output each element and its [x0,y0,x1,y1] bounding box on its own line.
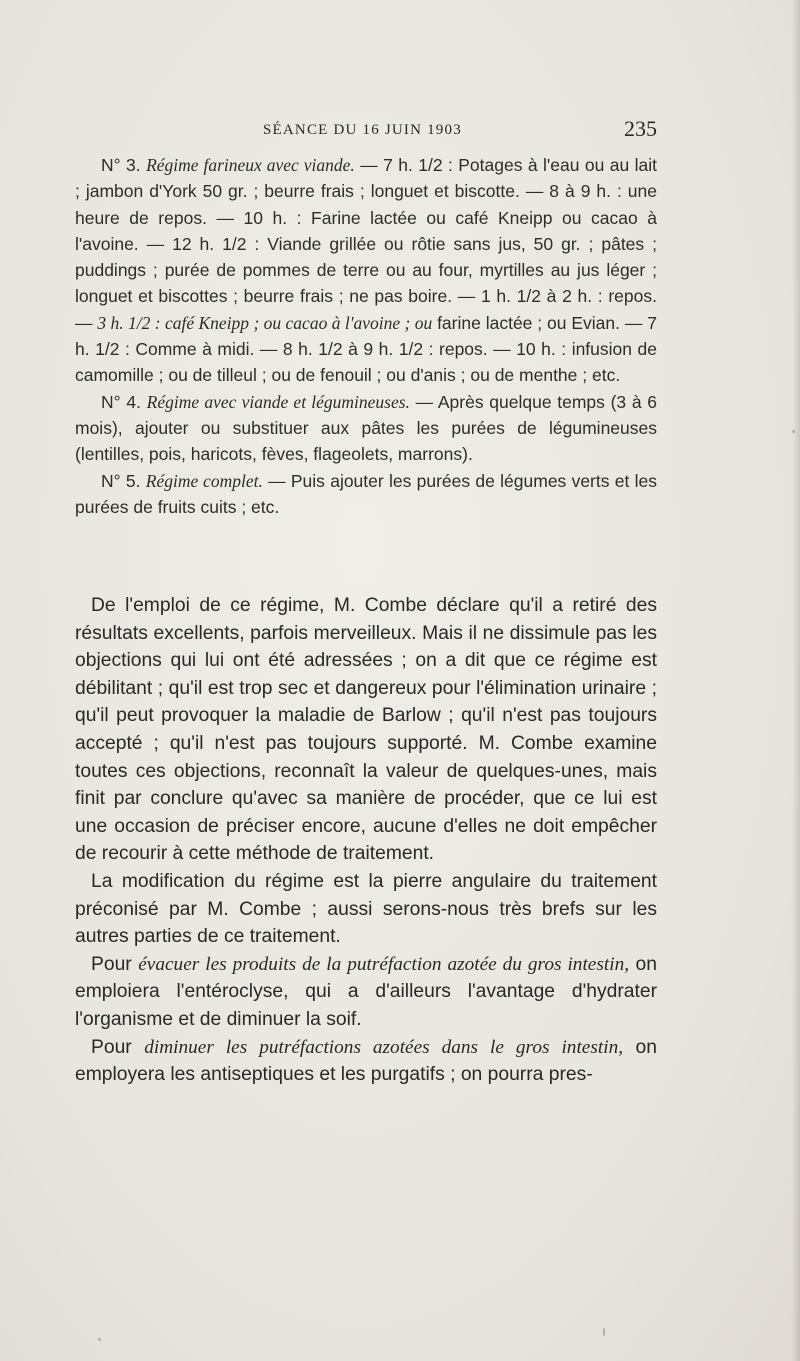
regimen-4-text: — Après quelque temps (3 à 6 mois), ajouter ou substituer aux pâtes les purées de légumineuses (lentilles, pois, haricots, fèves, flageolets, marrons). [75,391,658,465]
body-paragraph-4 [75,1034,657,1089]
regimen-list [75,152,657,520]
page-edge-shadow [792,0,800,1361]
body-p3-italic: évacuer les produits de la putréfaction azotée du gros intestin, [138,953,630,975]
regimen-3-number: N° 3. [101,155,141,175]
body-paragraph-2: La modification du régime est la pierre angulaire du traitement préconisé par M. Combe ; aussi serons-nous très brefs sur les autres parties de ce traitement. [75,870,657,948]
regimen-3-text: — 7 h. 1/2 : Potages à l'eau ou au lait ; jambon d'York 50 gr. ; beurre frais ; longuet et biscotte. — 8 à 9 h. : une heure de repos. — 10 h. : Farine lactée ou café Kneipp ou cacao à l'avoine. — 12 h. 1/2 : Viande grillée ou rôtie sans jus, 50 gr. ; pâtes ; puddings ; purée de pommes de terre ou au four, myrtilles au jus léger ; longuet et biscottes ; beurre frais ; ne pas boire. — 1 h. 1/2 à 2 h. : repos. — [75,155,657,333]
body-p4-rest: on employera les antiseptiques et les purgatifs ; on pourra pres- [75,1036,657,1086]
regimen-3-paragraph [75,152,657,389]
page-number: 235 [624,116,657,141]
regimen-4-paragraph [75,389,657,468]
body-p4-lead: Pour [91,1036,145,1058]
regimen-5-title: Régime complet. [145,470,263,491]
body-paragraph-3 [75,951,657,1034]
paper-speck [603,1328,605,1336]
body-text [75,592,657,1089]
running-head: SÉANCE DU 16 JUIN 1903 [263,122,462,138]
paper-speck [792,430,795,433]
regimen-5-paragraph [75,468,657,521]
page-header [75,118,657,148]
regimen-3-text-end: farine lactée ; ou Evian. — 7 h. 1/2 : Comme à midi. — 8 h. 1/2 à 9 h. 1/2 : repos. — 10 h. : infusion de camomille ; ou de tilleul ; ou de fenouil ; ou d'anis ; ou de menthe ; etc. [75,312,657,386]
body-p4-italic: diminuer les putréfactions azotées dans le gros intestin, [144,1036,624,1058]
body-paragraph-1: De l'emploi de ce régime, M. Combe déclare qu'il a retiré des résultats excellents, parfois merveilleux. Mais il ne dissimule pas les objections qui lui ont été adressées ; on a dit que ce régime est débilitant ; qu'il est trop sec et dangereux pour l'élimination urinaire ; qu'il peut provoquer la maladie de Barlow ; qu'il n'est pas toujours accepté ; qu'il n'est pas toujours supporté. M. Combe examine toutes ces objections, reconnaît la valeur de quelques-unes, mais finit par conclure qu'avec sa manière de procéder, que ce lui est une occasion de préciser encore, aucune d'elles ne doit empêcher de recourir à cette méthode de traitement. [75,595,657,865]
regimen-5-text: — Puis ajouter les purées de légumes verts et les purées de fruits cuits ; etc. [75,470,658,517]
regimen-4-title: Régime avec viande et légumineuses. [146,391,410,412]
regimen-3-title: Régime farineux avec viande. [146,155,355,175]
body-p3-rest: on emploiera l'entéroclyse, qui a d'ailleurs l'avantage d'hydrater l'organisme et de diminuer la soif. [75,953,657,1030]
body-p3-lead: Pour [91,953,139,975]
regimen-3-afternoon: 3 h. 1/2 : café Kneipp ; ou cacao à l'avoine ; ou [97,312,433,333]
regimen-5-number: N° 5. [101,470,141,491]
paper-speck [98,1338,101,1341]
regimen-4-number: N° 4. [101,391,141,412]
